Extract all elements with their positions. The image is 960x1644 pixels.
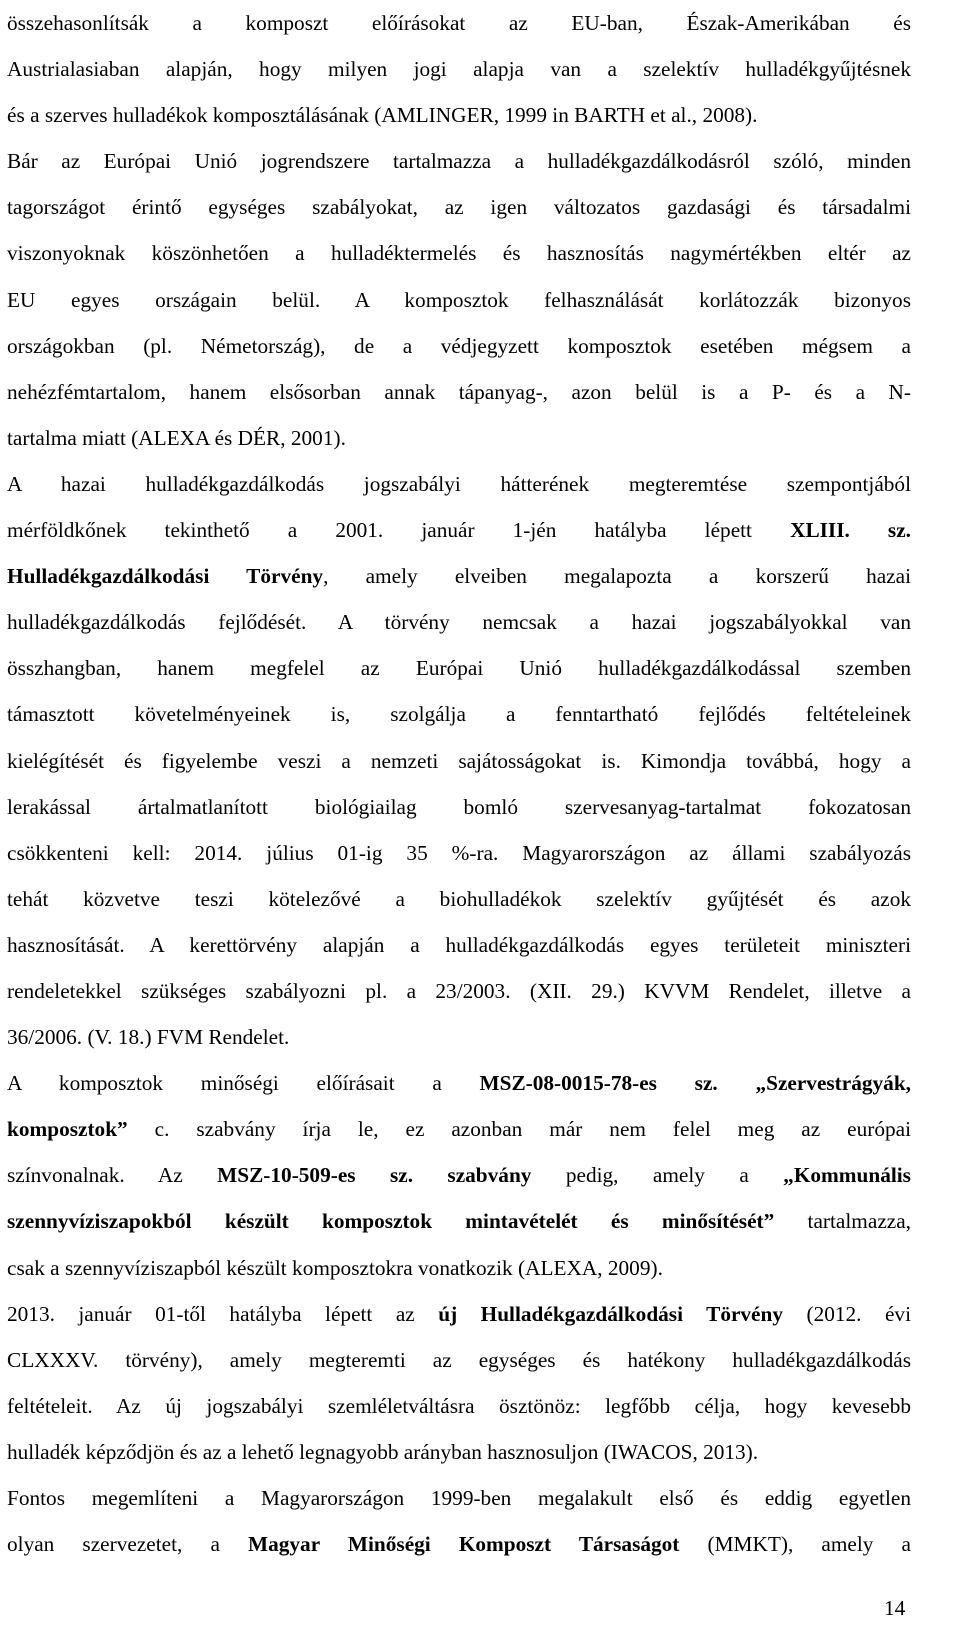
text-span: 36/2006. (V. 18.) FVM Rendelet. <box>7 1025 290 1050</box>
text-line <box>7 461 911 507</box>
text-span: mérföldkőnek tekinthető a 2001. január 1-jén hatályba lépett <box>7 518 791 543</box>
text-span: CLXXXV. törvény), amely megteremti az egységes és hatékony hulladékgazdálkodás <box>7 1347 911 1372</box>
text-line <box>7 1475 911 1521</box>
text-span: hulladék képződjön és az a lehető legnagyobb arányban hasznosuljon (IWACOS, 2013). <box>7 1439 759 1464</box>
bold-text: MSZ-08-0015-78-es sz. „Szervestrágyák, <box>479 1071 911 1096</box>
text-span: A hazai hulladékgazdálkodás jogszabályi hátterének megteremtése szempontjából <box>7 471 911 496</box>
text-span: feltételeit. Az új jogszabályi szemléletváltásra ösztönöz: legfőbb célja, hogy kevesebb <box>7 1393 911 1418</box>
bold-text: Hulladékgazdálkodási Törvény <box>7 564 324 589</box>
text-line <box>7 323 911 369</box>
text-span: A komposztok minőségi előírásait a <box>7 1071 480 1096</box>
text-line <box>7 830 911 876</box>
text-span: rendeletekkel szükséges szabályozni pl. a 23/2003. (XII. 29.) KVVM Rendelet, illetve a <box>7 978 911 1003</box>
text-span: Fontos megemlíteni a Magyarországon 1999-ben megalakult első és eddig egyetlen <box>7 1486 911 1510</box>
bold-text: Magyar Minőségi Komposzt Társaságot <box>248 1532 680 1557</box>
text-line <box>7 1014 911 1060</box>
text-line <box>7 138 911 184</box>
text-span: Austrialasiaban alapján, hogy milyen jogi alapja van a szelektív hulladékgyűjtésnek <box>7 57 911 82</box>
text-line <box>7 46 911 92</box>
text-span: csak a szennyvíziszapból készült komposztokra vonatkozik (ALEXA, 2009). <box>7 1255 663 1280</box>
text-line <box>7 1383 911 1429</box>
text-span: Bár az Európai Unió jogrendszere tartalmazza a hulladékgazdálkodásról szóló, minden <box>7 149 911 174</box>
text-span: c. szabvány írja le, ez azonban már nem felel meg az európai <box>127 1117 911 1142</box>
text-line <box>7 0 911 46</box>
text-line <box>7 1245 911 1291</box>
text-line <box>7 415 911 461</box>
text-line <box>7 1198 911 1244</box>
page-number: 14 <box>884 1596 906 1620</box>
text-span: , amely elveiben megalapozta a korszerű hazai <box>323 564 911 589</box>
bold-text: „Kommunális <box>783 1163 911 1188</box>
text-span: tartalmazza, <box>774 1209 911 1234</box>
bold-text: komposztok” <box>7 1117 128 1142</box>
bold-text: új Hulladékgazdálkodási Törvény <box>438 1301 784 1326</box>
text-span: (2012. évi <box>783 1301 911 1326</box>
text-line <box>7 922 911 968</box>
text-span: és a szerves hulladékok komposztálásának (AMLINGER, 1999 in BARTH et al., 2008). <box>7 103 758 128</box>
text-line <box>7 968 911 1014</box>
text-span: tagországot érintő egységes szabályokat, az igen változatos gazdasági és társadalmi <box>7 195 911 220</box>
text-span: hulladékgazdálkodás fejlődését. A törvény nemcsak a hazai jogszabályokkal van <box>7 610 911 635</box>
text-span: összehasonlítsák a komposzt előírásokat az EU-ban, Észak-Amerikában és <box>7 11 911 35</box>
bold-text: MSZ-10-509-es sz. szabvány <box>217 1163 532 1188</box>
bold-text: XLIII. sz. <box>790 518 911 543</box>
text-line <box>7 369 911 415</box>
text-line <box>7 553 911 599</box>
text-span: tartalma miatt (ALEXA és DÉR, 2001). <box>7 425 346 450</box>
text-line <box>7 92 911 138</box>
text-line <box>7 1337 911 1383</box>
text-line <box>7 1429 911 1475</box>
text-span: hasznosítását. A kerettörvény alapján a hulladékgazdálkodás egyes területeit miniszteri <box>7 932 911 957</box>
text-span: összhangban, hanem megfelel az Európai Unió hulladékgazdálkodással szemben <box>7 656 911 681</box>
text-line <box>7 645 911 691</box>
text-span: kielégítését és figyelembe veszi a nemzeti sajátosságokat is. Kimondja továbbá, hogy a <box>7 748 911 773</box>
text-line <box>7 1106 911 1152</box>
text-line <box>7 1060 911 1106</box>
document-body <box>7 0 911 1567</box>
text-line <box>7 1152 911 1198</box>
text-span: lerakással ártalmatlanított biológiailag bomló szervesanyag-tartalmat fokozatosan <box>7 794 911 819</box>
text-line <box>7 784 911 830</box>
text-span: nehézfémtartalom, hanem elsősorban annak tápanyag-, azon belül is a P- és a N- <box>7 379 911 404</box>
text-span: pedig, amely a <box>531 1163 784 1188</box>
text-line <box>7 1291 911 1337</box>
text-span: EU egyes országain belül. A komposztok felhasználását korlátozzák bizonyos <box>7 287 911 312</box>
text-span: országokban (pl. Németország), de a védjegyzett komposztok esetében mégsem a <box>7 333 911 358</box>
text-span: csökkenteni kell: 2014. július 01-ig 35 %-ra. Magyarországon az állami szabályozás <box>7 840 911 865</box>
text-span: 2013. január 01-től hatályba lépett az <box>7 1301 439 1326</box>
text-line <box>7 1521 911 1567</box>
text-line <box>7 184 911 230</box>
text-line <box>7 599 911 645</box>
text-line <box>7 738 911 784</box>
text-line <box>7 507 911 553</box>
text-span: színvonalnak. Az <box>7 1163 218 1188</box>
text-span: támasztott követelményeinek is, szolgálja a fenntartható fejlődés feltételeinek <box>7 702 911 727</box>
text-line <box>7 876 911 922</box>
text-span: (MMKT), amely a <box>679 1532 912 1557</box>
text-line <box>7 277 911 323</box>
text-span: tehát közvetve teszi kötelezővé a biohulladékok szelektív gyűjtését és azok <box>7 886 911 911</box>
text-span: olyan szervezetet, a <box>7 1532 249 1557</box>
bold-text: szennyvíziszapokból készült komposztok mintavételét és minősítését” <box>7 1209 775 1234</box>
text-line <box>7 691 911 737</box>
text-line <box>7 230 911 276</box>
text-span: viszonyoknak köszönhetően a hulladéktermelés és hasznosítás nagymértékben eltér az <box>7 241 911 266</box>
